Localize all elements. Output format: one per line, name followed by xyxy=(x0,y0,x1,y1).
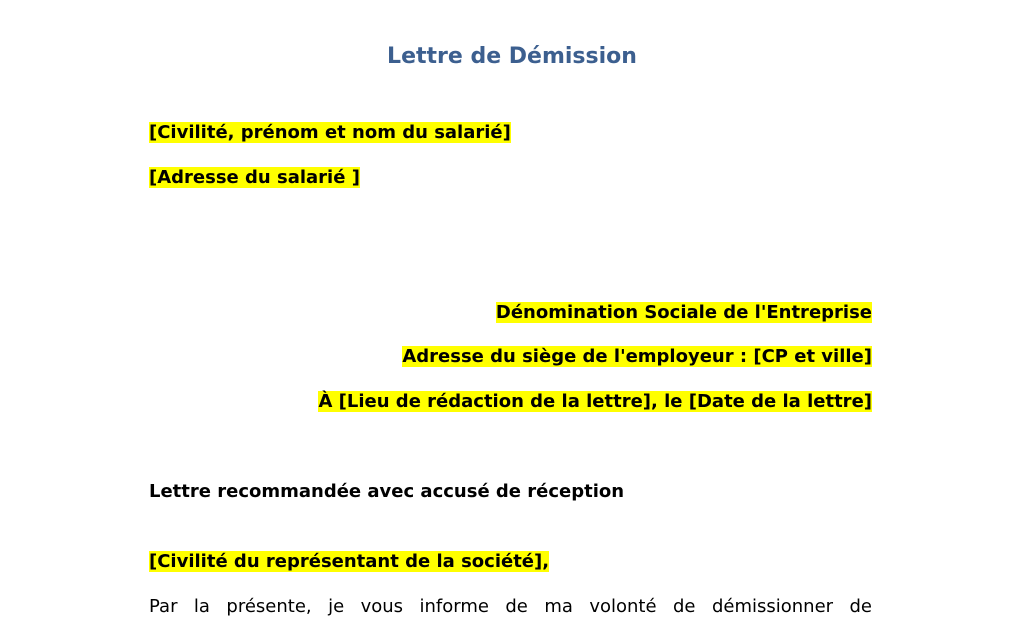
sender-address-line xyxy=(149,166,360,190)
recipient-address-line xyxy=(402,345,872,369)
sender-name-line xyxy=(149,121,511,145)
delivery-note: Lettre recommandée avec accusé de réception xyxy=(149,481,625,502)
sender-address-placeholder: [Adresse du salarié ] xyxy=(149,167,360,188)
letter-body-first-line: Par la présente, je vous informe de ma volonté de démissionner de xyxy=(149,596,872,617)
recipient-address: Adresse du siège de l'employeur : [CP et ville] xyxy=(402,346,872,367)
recipient-company-line xyxy=(496,301,872,325)
salutation-line xyxy=(149,550,549,574)
salutation: [Civilité du représentant de la société], xyxy=(149,551,550,572)
place-date: À [Lieu de rédaction de la lettre], le [Date de la lettre] xyxy=(318,391,872,412)
document-title: Lettre de Démission xyxy=(387,44,637,69)
sender-name-placeholder: [Civilité, prénom et nom du salarié] xyxy=(149,122,511,143)
recipient-company-name: Dénomination Sociale de l'Entreprise xyxy=(495,302,872,323)
place-date-line xyxy=(318,390,872,414)
